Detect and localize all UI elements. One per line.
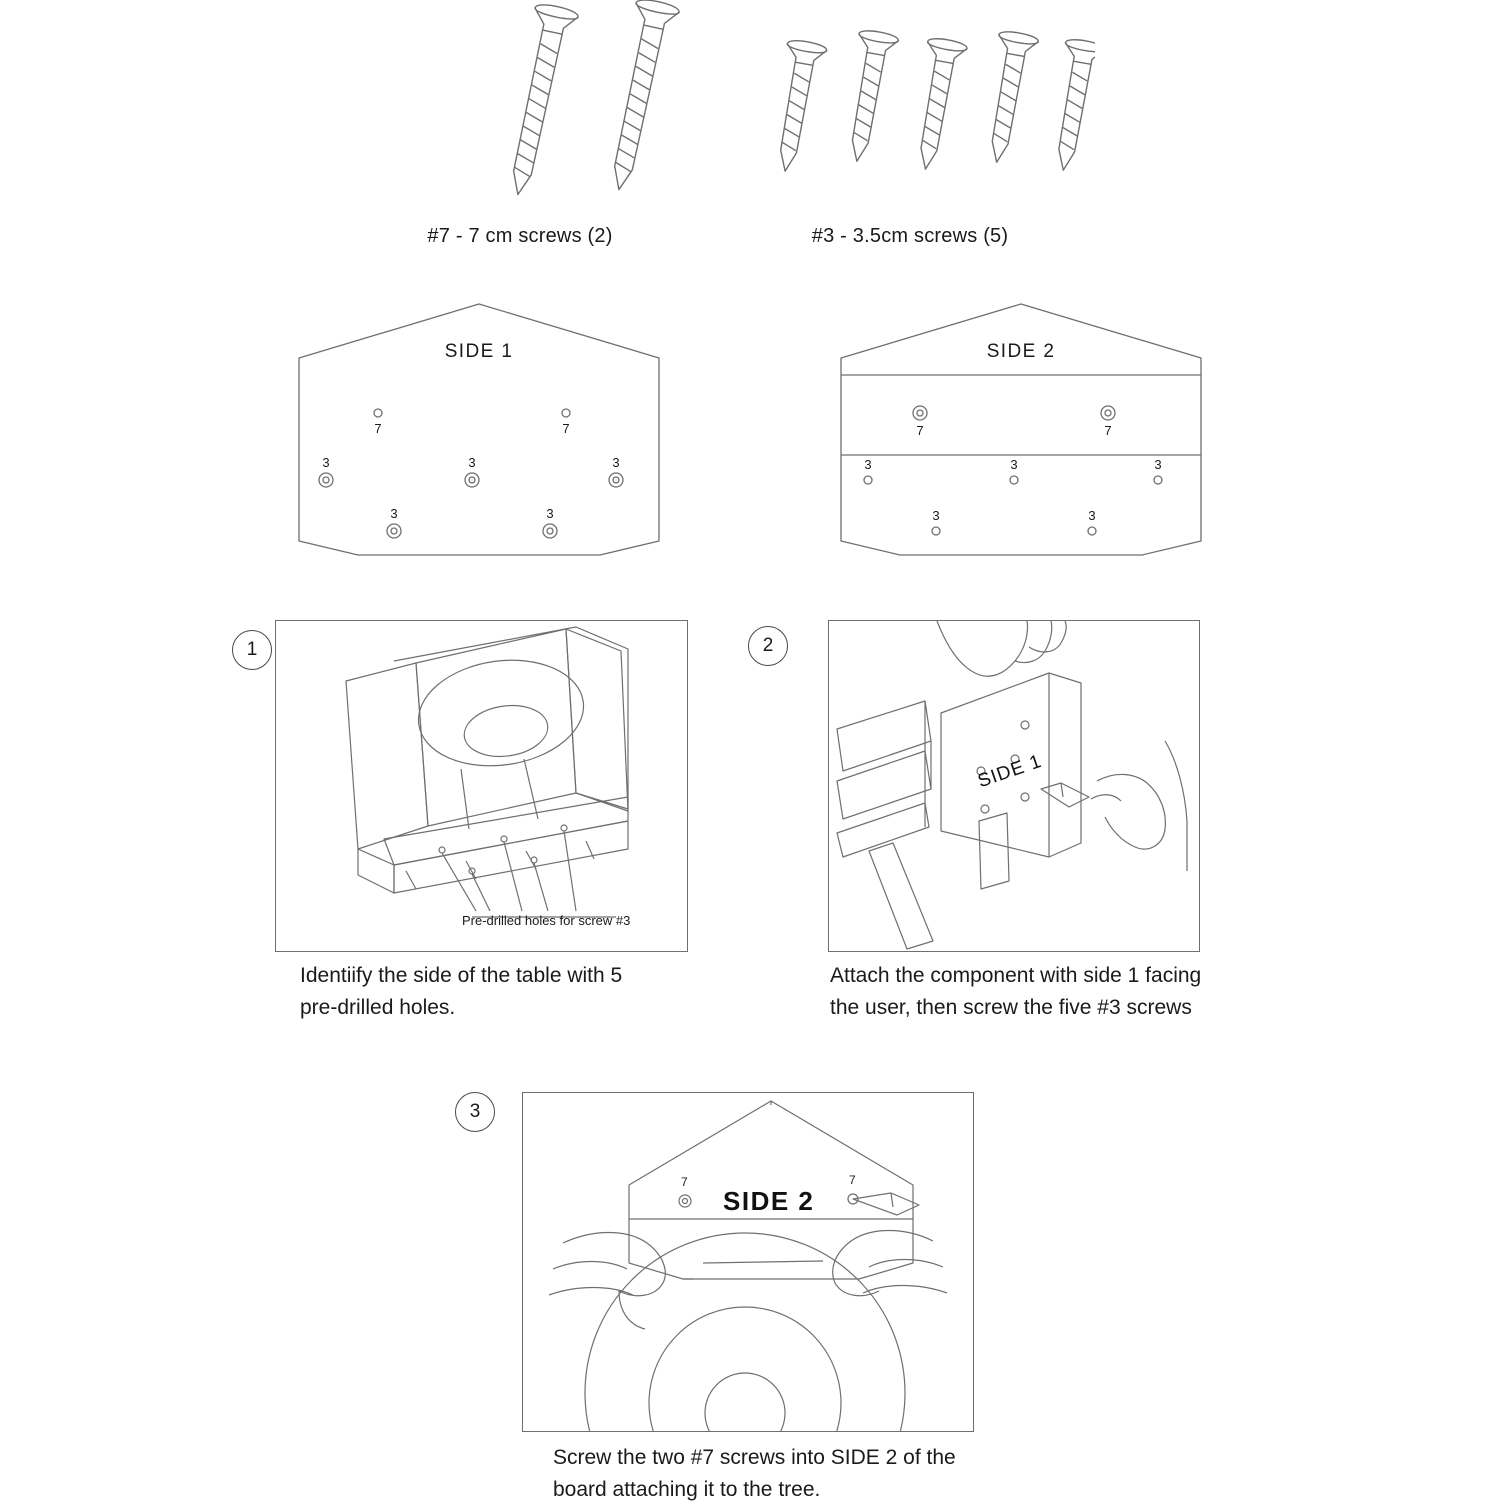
step-1-caption	[300, 960, 700, 1023]
part-screw-3-illustration	[755, 25, 1095, 205]
hole-label-3: 3	[316, 455, 336, 470]
hole-label-7: 7	[1098, 423, 1118, 438]
step-3-hole-label-7: 7	[681, 1175, 688, 1189]
hole-label-3: 3	[606, 455, 626, 470]
part-screw-7-caption: #7 - 7 cm screws (2)	[390, 225, 650, 248]
step-2-illustration	[828, 620, 1200, 952]
hole-label-3: 3	[1148, 457, 1168, 472]
step-2-caption-line2: the user, then screw the five #3 screws	[830, 992, 1250, 1024]
hole-label-3: 3	[926, 508, 946, 523]
part-screw-7-illustration	[390, 0, 710, 210]
hole-label-3: 3	[540, 506, 560, 521]
step-2-caption	[830, 960, 1250, 1023]
step-3-caption	[553, 1442, 1013, 1505]
step-3-illustration	[522, 1092, 974, 1432]
panel-side-2	[840, 303, 1202, 556]
step-2-caption-line1: Attach the component with side 1 facing	[830, 960, 1250, 992]
panel-side-2-title: SIDE 2	[840, 341, 1202, 363]
hole-label-3: 3	[858, 457, 878, 472]
panel-side-1	[298, 303, 660, 556]
step-2-badge: 2	[748, 626, 788, 666]
hole-label-3: 3	[384, 506, 404, 521]
hole-label-3: 3	[1004, 457, 1024, 472]
step-3-caption-line2: board attaching it to the tree.	[553, 1474, 1013, 1505]
step-1-illustration	[275, 620, 688, 952]
step-3-caption-line1: Screw the two #7 screws into SIDE 2 of the	[553, 1442, 1013, 1474]
part-screw-3-caption: #3 - 3.5cm screws (5)	[740, 225, 1080, 248]
step-3-hole-label-7: 7	[849, 1173, 856, 1187]
hole-label-7: 7	[556, 421, 576, 436]
step-1-inner-label: Pre-drilled holes for screw #3	[462, 913, 630, 928]
hole-label-7: 7	[368, 421, 388, 436]
step-1-caption-line2: pre-drilled holes.	[300, 992, 700, 1024]
panel-side-1-title: SIDE 1	[298, 341, 660, 363]
hole-label-3: 3	[462, 455, 482, 470]
step-1-badge: 1	[232, 630, 272, 670]
hole-label-7: 7	[910, 423, 930, 438]
hole-label-3: 3	[1082, 508, 1102, 523]
step-2-inner-label: SIDE 1	[975, 751, 1045, 793]
step-3-badge: 3	[455, 1092, 495, 1132]
step-1-caption-line1: Identiify the side of the table with 5	[300, 960, 700, 992]
step-3-inner-label: SIDE 2	[723, 1186, 814, 1217]
